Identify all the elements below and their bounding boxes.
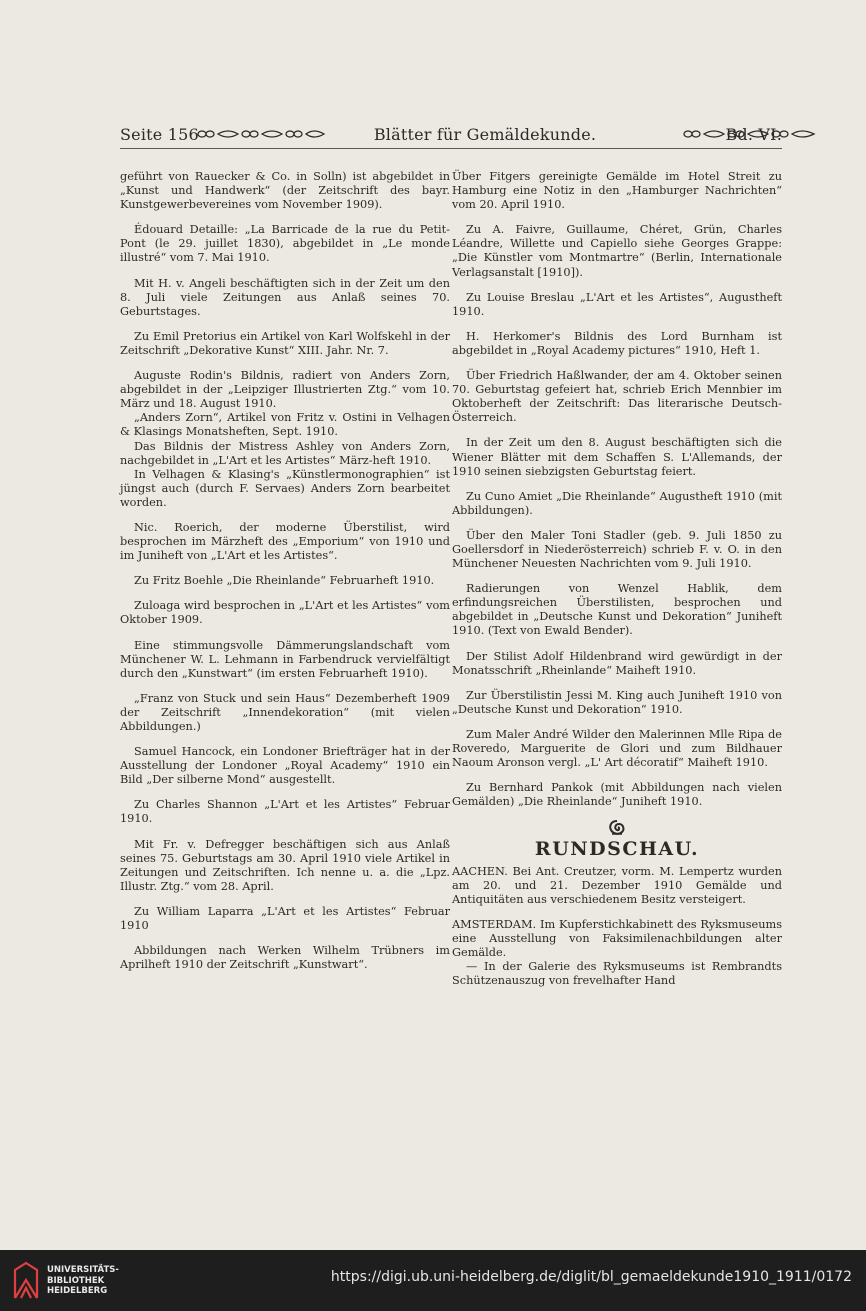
header-rule [120,148,782,149]
paragraph: In Velhagen & Klasing's „Künstlermonographien“ ist jüngst auch (durch F. Servaes) Anders Zorn bearbeitet worden. [120,467,450,509]
journal-title: Blätter für Gemäldekunde. [373,125,597,144]
paragraph: Zu Bernhard Pankok (mit Abbildungen nach vielen Gemälden) „Die Rheinlande“ Juniheft 1910. [452,781,782,809]
paragraph: Über Friedrich Haßlwander, der am 4. Oktober seinen 70. Geburtstag gefeiert hat, schrieb Erich Mennbier im Oktoberheft der Zeitschrift: Das literarische Deutsch-Österreich. [452,369,782,425]
paragraph: Zu Fritz Boehle „Die Rheinlande“ Februarheft 1910. [134,574,435,588]
paragraph: geführt von Rauecker & Co. in Solln) ist abgebildet in „Kunst und Handwerk“ (der Zeitschrift des bayr. Kunstgewerbevereines vom November 1909). [120,170,450,212]
viewer-footer [0,1250,866,1311]
paragraph: „Anders Zorn“, Artikel von Fritz v. Ostini in Velhagen & Klasings Monatsheften, Sept. 1910. [120,411,450,439]
paragraph: — In der Galerie des Ryksmuseums ist Rembrandts Schützenauszug von frevelhafter Hand [452,960,782,988]
paragraph: Zu Charles Shannon „L'Art et les Artistes“ Februar 1910. [120,798,450,826]
paragraph: Über den Maler Toni Stadler (geb. 9. Juli 1850 zu Goellersdorf in Niederösterreich) schrieb F. v. O. in den Münchener Neuesten Nachrichten vom 9. Juli 1910. [452,528,782,571]
paragraph: Über Fitgers gereinigte Gemälde im Hotel Streit zu Hamburg eine Notiz in den „Hamburger Nachrichten“ vom 20. April 1910. [452,170,782,212]
volume-number: Bd. VI. [725,125,782,144]
paragraph: Der Stilist Adolf Hildenbrand wird gewürdigt in der Monatsschrift „Rheinlande“ Maiheft 1910. [452,649,782,677]
library-name: UNIVERSITÄTS- BIBLIOTHEK HEIDELBERG [47,1265,119,1296]
paragraph: AACHEN. Bei Ant. Creutzer, vorm. M. Lempertz wurden am 20. und 21. Dezember 1910 Gemälde und Antiquitäten aus verschiedenem Besitz versteigert. [452,864,782,906]
paragraph: Samuel Hancock, ein Londoner Briefträger hat in der Ausstellung der Londoner „Royal Academy“ 1910 ein Bild „Der silberne Mond“ ausgestellt. [120,745,450,787]
paragraph: Édouard Detaille: „La Barricade de la rue du Petit-Pont (le 29. juillet 1830), abgebildet in „Le monde illustré“ vom 7. Mai 1910. [120,223,450,265]
page-number: Seite 156 [120,125,199,144]
paragraph: Zur Überstilistin Jessi M. King auch Juniheft 1910 von „Deutsche Kunst und Dekoration“ 1910. [452,688,782,716]
source-url-link[interactable]: https://digi.ub.uni-heidelberg.de/diglit/bl_gemaeldekunde1910_1911/0172 [330,1269,852,1285]
paragraph: Nic. Roerich, der moderne Überstilist, wird besprochen im Märzheft des „Emporium“ von 1910 und im Juniheft von „L'Art et les Artistes“. [120,520,450,563]
paragraph: Zu A. Faivre, Guillaume, Chéret, Grün, Charles Léandre, Willette und Capiello siehe Georges Grappe: „Die Künstler vom Montmartre“ (Berlin, Internationale Verlagsanstalt [1910]). [452,223,782,279]
paragraph: Radierungen von Wenzel Hablik, dem erfindungsreichen Überstilisten, besprochen und abgebildet in „Deutsche Kunst und Dekoration“ Juniheft 1910. (Text von Ewald Bender). [452,582,782,638]
section-heading: RUNDSCHAU. [534,838,700,861]
paragraph: Zu Cuno Amiet „Die Rheinlande“ Augustheft 1910 (mit Abbildungen). [452,489,782,517]
paragraph: AMSTERDAM. Im Kupferstichkabinett des Ryksmuseums eine Ausstellung von Faksimilenachbildungen alter Gemälde. [452,917,782,960]
paragraph: „Franz von Stuck und sein Haus“ Dezemberheft 1909 der Zeitschrift „Innendekoration“ (mit vielen Abbildungen.) [120,691,450,733]
library-logo-icon [12,1260,40,1300]
paragraph: Zum Maler André Wilder den Malerinnen Mlle Ripa de Roveredo, Marguerite de Glori und zum Bildhauer Naoum Aronson vergl. „L' Art décoratif“ Maiheft 1910. [452,727,782,770]
paragraph: Zu Louise Breslau „L'Art et les Artistes“, Augustheft 1910. [452,290,782,318]
paragraph: In der Zeit um den 8. August beschäftigten sich die Wiener Blätter mit dem Schaffen S. L'Allemands, der 1910 seinen siebzigsten Geburtstag feiert. [452,436,782,478]
paragraph: Zu William Laparra „L'Art et les Artistes“ Februar 1910 [120,904,450,933]
right-column [452,170,782,999]
paragraph: Mit Fr. v. Defregger beschäftigen sich aus Anlaß seines 75. Geburtstags am 30. April 1910 viele Artikel in Zeitungen und Zeitschriften. Ich nenne u. a. die „Lpz. Illustr. Ztg.“ vom 28. April. [120,837,450,893]
paragraph: Auguste Rodin's Bildnis, radiert von Anders Zorn, abgebildet in der „Leipziger Illustrierten Ztg.“ vom 10. März und 18. August 1910. [120,369,450,411]
paragraph: Mit H. v. Angeli beschäftigten sich in der Zeit um den 8. Juli viele Zeitungen aus Anlaß seines 70. Geburtstages. [120,276,450,318]
page-header [120,125,782,147]
paragraph: Das Bildnis der Mistress Ashley von Anders Zorn, nachgebildet in „L'Art et les Artistes“ März-heft 1910. [120,439,450,467]
ornament-divider-icon [196,127,326,141]
paragraph: Zu Emil Pretorius ein Artikel von Karl Wolfskehl in der Zeitschrift „Dekorative Kunst“ XIII. Jahr. Nr. 7. [120,329,450,357]
paragraph: Eine stimmungsvolle Dämmerungslandschaft vom Münchener W. L. Lehmann in Farbendruck vervielfältigt durch den „Kunstwart“ (im ersten Februarheft 1910). [120,638,450,680]
fleuron-icon [452,820,782,838]
paragraph: H. Herkomer's Bildnis des Lord Burnham ist abgebildet in „Royal Academy pictures“ 1910, Heft 1. [452,329,782,357]
paragraph: Abbildungen nach Werken Wilhelm Trübners im Aprilheft 1910 der Zeitschrift „Kunstwart“. [120,944,450,972]
left-column [120,170,450,983]
paragraph: Zuloaga wird besprochen in „L'Art et les Artistes“ vom Oktober 1909. [120,599,450,627]
